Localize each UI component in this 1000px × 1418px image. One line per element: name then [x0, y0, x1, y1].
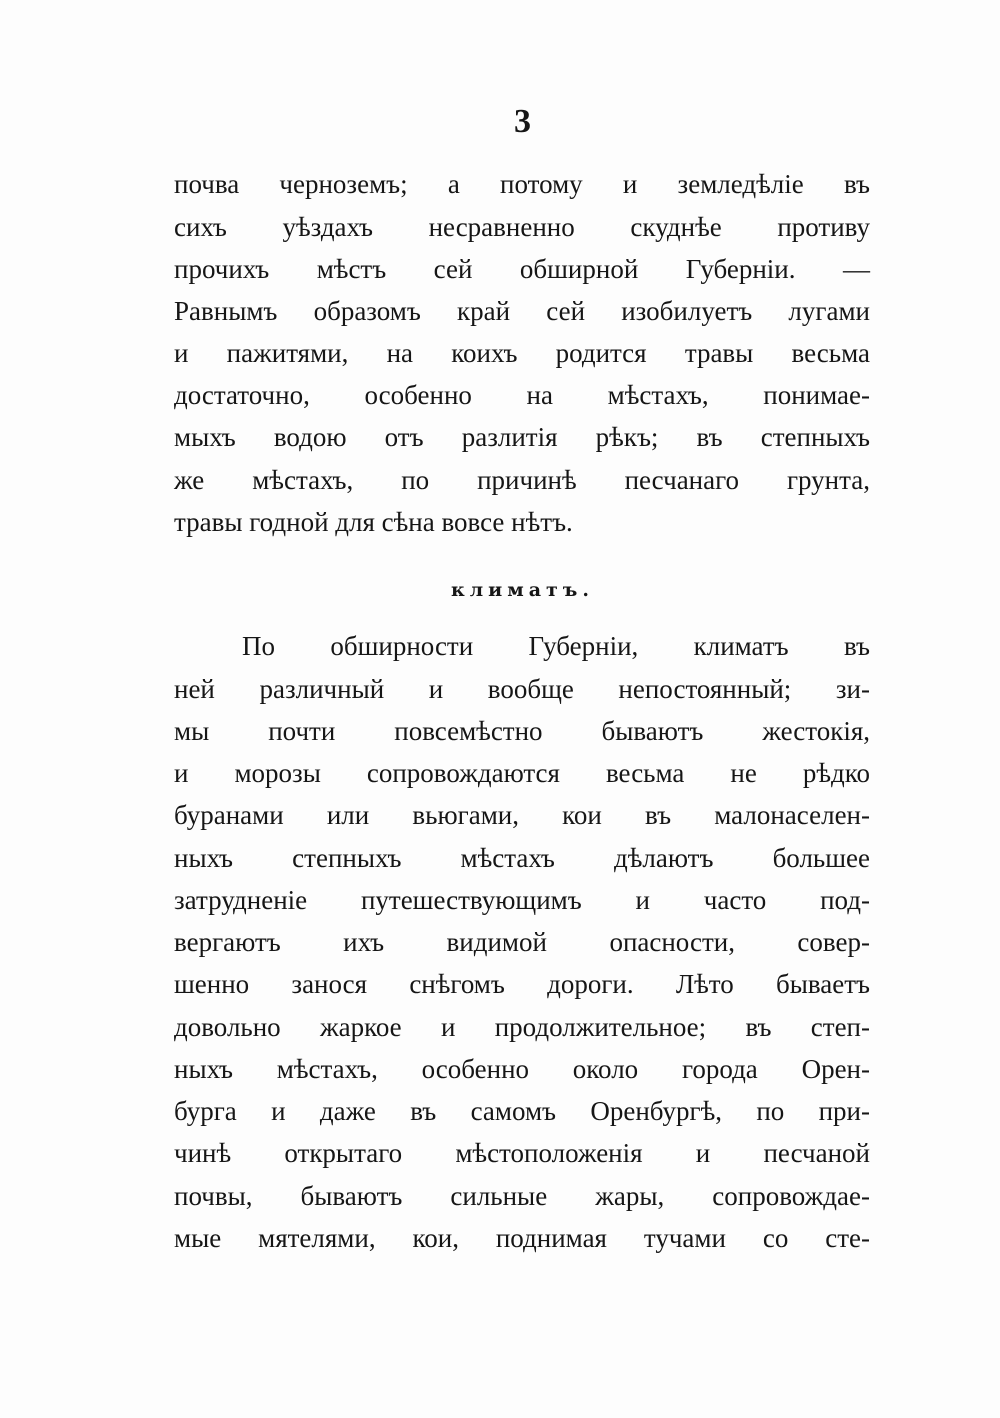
text-line: и пажитями, на коихъ родится травы весьма — [174, 338, 870, 368]
text-line: шенно занося снѣгомъ дороги. Лѣто бываетъ — [174, 969, 870, 999]
text-line: почва черноземъ; а потому и земледѣліе въ — [174, 169, 870, 199]
text-line: ныхъ мѣстахъ, особенно около города Орен- — [174, 1054, 870, 1084]
text-line: ней различный и вообще непостоянный; зи- — [174, 674, 870, 704]
text-line: затрудненіе путешествующимъ и часто под- — [174, 885, 870, 915]
text-line: довольно жаркое и продолжительное; въ степ- — [174, 1012, 870, 1042]
text-line: прочихъ мѣстъ сей обширной Губерніи. — — [174, 254, 870, 284]
text-line: вергаютъ ихъ видимой опасности, совер- — [174, 927, 870, 957]
text-line: мы почти повсемѣстно бываютъ жестокія, — [174, 716, 870, 746]
text-line: бурга и даже въ самомъ Оренбургѣ, по при- — [174, 1096, 870, 1126]
text-line: же мѣстахъ, по причинѣ песчанаго грунта, — [174, 465, 870, 495]
text-line: мые мятелями, кои, поднимая тучами со сте- — [174, 1223, 870, 1253]
text-line: сихъ уѣздахъ несравненно скуднѣе противу — [174, 212, 870, 242]
section-heading: климатъ. — [451, 579, 594, 601]
text-line: буранами или вьюгами, кои въ малонаселен- — [174, 800, 870, 830]
text-line: По обширности Губерніи, климатъ въ — [242, 631, 870, 661]
text-line: ныхъ степныхъ мѣстахъ дѣлаютъ большее — [174, 843, 870, 873]
text-line: травы годной для сѣна вовсе нѣтъ. — [174, 507, 573, 537]
text-line: почвы, бываютъ сильные жары, сопровождае- — [174, 1181, 870, 1211]
text-line: мыхъ водою отъ разлитія рѣкъ; въ степныхъ — [174, 422, 870, 452]
page-number: 3 — [514, 103, 531, 140]
text-line: чинѣ открытаго мѣстоположенія и песчаной — [174, 1138, 870, 1168]
text-line: достаточно, особенно на мѣстахъ, понимае- — [174, 380, 870, 410]
text-line: Равнымъ образомъ край сей изобилуетъ лугами — [174, 296, 870, 326]
text-line: и морозы сопровождаются весьма не рѣдко — [174, 758, 870, 788]
